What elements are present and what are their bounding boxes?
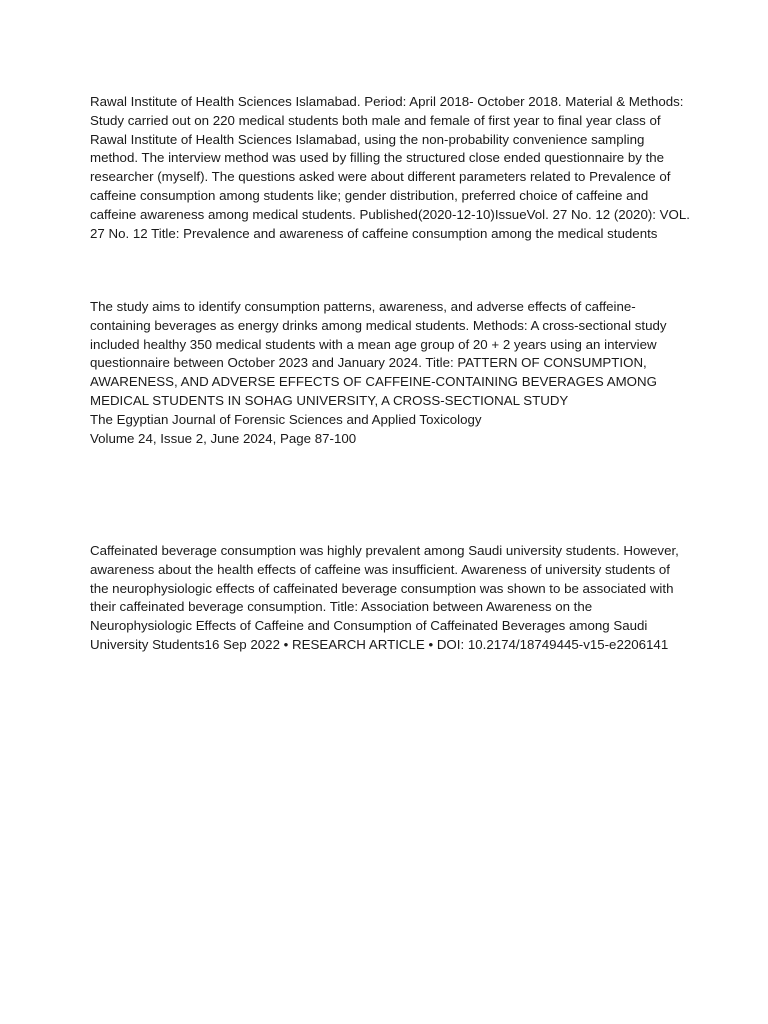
entry-3-paragraph: Caffeinated beverage consumption was highly prevalent among Saudi university students. However, awareness about the health effects of caffeine was insufficient. Awareness of university students of the neurophysiologic effects of caffeinated beverage consumption was shown to be associated with their caffeinated beverage consumption. Title: Association between Awareness on the Neurophysiologic Effects of Caffeine and Consumption of Caffeinated Beverages among Saudi University Students16 Sep 2022 • RESEARCH ARTICLE • DOI: 10.2174/18749445-v15-e2206141 (90, 543, 679, 652)
entry-2-journal-name: The Egyptian Journal of Forensic Sciences and Applied Toxicology (90, 411, 482, 427)
entry-sohag-energy-drinks (90, 298, 690, 448)
entry-2-paragraph: The study aims to identify consumption patterns, awareness, and adverse effects of caffeine-containing beverages as energy drinks among medical students. Methods: A cross-sectional study included healthy 350 medical students with a mean age group of 20 + 2 years using an interview questionnaire between October 2023 and January 2024. Title: PATTERN OF CONSUMPTION, AWARENESS, AND ADVERSE EFFECTS OF CAFFEINE-CONTAINING BEVERAGES AMONG MEDICAL STUDENTS IN SOHAG UNIVERSITY, A CROSS-SECTIONAL STUDY (90, 299, 667, 408)
entry-1-paragraph: Rawal Institute of Health Sciences Islamabad. Period: April 2018- October 2018. Material & Methods: Study carried out on 220 medical students both male and female of first year to final year class of Rawal Institute of Health Sciences Islamabad, using the non-probability convenience sampling method. The interview method was used by filling the structured close ended questionnaire by the researcher (myself). The questions asked were about different parameters related to Prevalence of caffeine consumption among students like; gender distribution, preferred choice of caffeine and caffeine awareness among medical students. Published(2020-12-10)IssueVol. 27 No. 12 (2020): VOL. 27 No. 12 Title: Prevalence and awareness of caffeine consumption among the medical students (90, 94, 690, 241)
entry-2-citation: Volume 24, Issue 2, June 2024, Page 87-100 (90, 430, 357, 446)
entry-prevalence-caffeine-rawal (90, 93, 690, 243)
entry-saudi-neurophysiologic (90, 542, 690, 655)
